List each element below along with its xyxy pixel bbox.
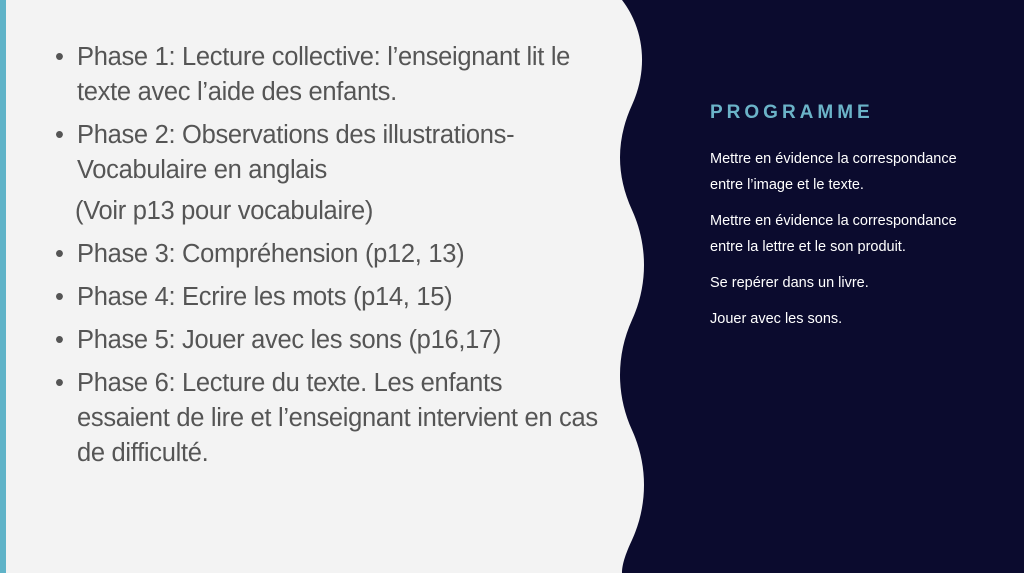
phase-item-3: • Phase 3: Compréhension (p12, 13) <box>55 237 600 272</box>
programme-paragraph: Jouer avec les sons. <box>710 311 843 327</box>
programme-paragraph: Mettre en évidence la correspondance entre la lettre et le son produit. <box>710 213 957 255</box>
phase-item-6: • Phase 6: Lecture du texte. Les enfants essaient de lire et l’enseignant intervient en cas de difficulté. <box>55 366 600 471</box>
phase-item-4: • Phase 4: Ecrire les mots (p14, 15) <box>55 280 600 315</box>
programme-title: PROGRAMME <box>710 102 874 123</box>
phase-list <box>55 40 600 479</box>
programme-sidebar <box>710 102 980 342</box>
phase-item-2: • Phase 2: Observations des illustrations- Vocabulaire en anglais <box>55 118 600 188</box>
programme-paragraph: Se repérer dans un livre. <box>710 275 869 291</box>
vocabulary-note: (Voir p13 pour vocabulaire) <box>75 197 374 225</box>
programme-paragraph: Mettre en évidence la correspondance entre l’image et le texte. <box>710 151 957 193</box>
phase-item-1: • Phase 1: Lecture collective: l’enseignant lit le texte avec l’aide des enfants. <box>55 40 600 110</box>
phase-item-5: • Phase 5: Jouer avec les sons (p16,17) <box>55 323 600 358</box>
